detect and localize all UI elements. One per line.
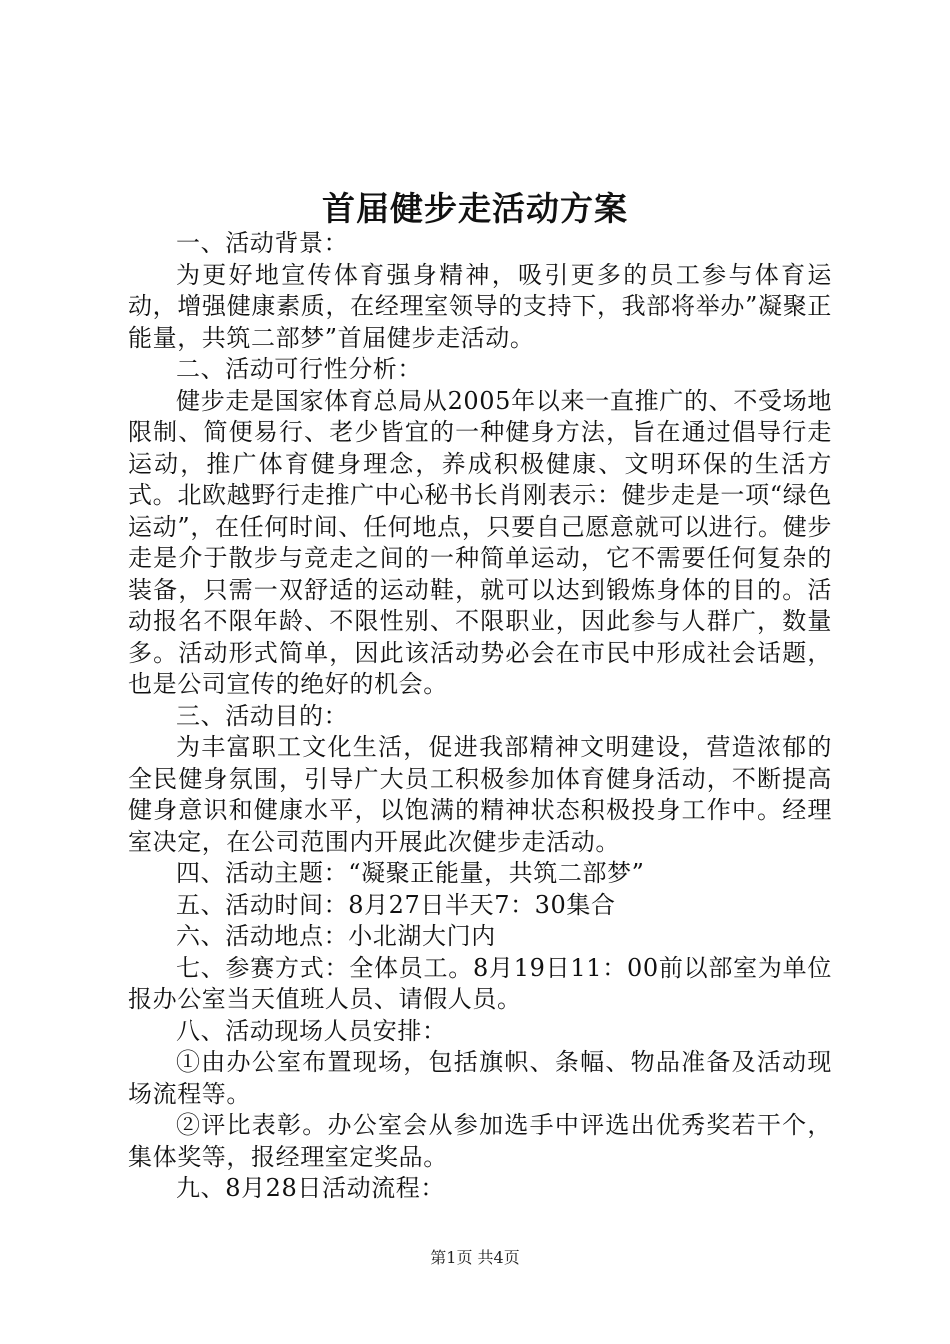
paragraph-purpose: 为丰富职工文化生活，促进我部精神文明建设，营造浓郁的全民健身氛围，引导广大员工积极参加体育健身活动，不断提高健身意识和健康水平，以饱满的精神状态积极投身工作中。经理室决定，在公司范围内开展此次健步走活动。 xyxy=(128,733,832,856)
section-heading-background: 一、活动背景： xyxy=(176,229,349,257)
section-participation: 七、参赛方式：全体员工。8月19日11：00前以部室为单位报办公室当天值班人员、请假人员。 xyxy=(128,953,832,1013)
paragraph-background: 为更好地宣传体育强身精神，吸引更多的员工参与体育运动，增强健康素质，在经理室领导的支持下，我部将举办”凝聚正能量，共筑二部梦”首届健步走活动。 xyxy=(128,260,832,352)
section-time: 五、活动时间：8月27日半天7：30集合 xyxy=(176,890,616,919)
section-heading-purpose: 三、活动目的： xyxy=(176,701,349,730)
section-heading-staffing: 八、活动现场人员安排： xyxy=(176,1016,447,1045)
page-footer: 第1页 共4页 xyxy=(430,1248,520,1267)
section-location: 六、活动地点：小北湖大门内 xyxy=(176,922,496,950)
list-item-staffing-2: ②评比表彰。办公室会从参加选手中评选出优秀奖若干个，集体奖等，报经理室定奖品。 xyxy=(128,1111,832,1171)
section-theme: 四、活动主题：“凝聚正能量，共筑二部梦” xyxy=(176,859,645,887)
document-title: 首届健步走活动方案 xyxy=(322,189,628,228)
section-heading-process: 九、8月28日活动流程： xyxy=(176,1174,446,1202)
section-heading-feasibility: 二、活动可行性分析： xyxy=(176,355,422,383)
document-body xyxy=(128,228,832,1205)
list-item-staffing-1: ①由办公室布置现场，包括旗帜、条幅、物品准备及活动现场流程等。 xyxy=(128,1048,832,1108)
paragraph-feasibility: 健步走是国家体育总局从2005年以来一直推广的、不受场地限制、简便易行、老少皆宜的一种健身方法，旨在通过倡导行走运动，推广体育健身理念，养成积极健康、文明环保的生活方式。北欧越野行走推广中心秘书长肖刚表示：健步走是一项“绿色运动”，在任何时间、任何地点，只要自己愿意就可以进行。健步走是介于散步与竞走之间的一种简单运动，它不需要任何复杂的装备，只需一双舒适的运动鞋，就可以达到锻炼身体的目的。活动报名不限年龄、不限性别、不限职业，因此参与人群广，数量多。活动形式简单，因此该活动势必会在市民中形成社会话题，也是公司宣传的绝好的机会。 xyxy=(128,386,832,698)
